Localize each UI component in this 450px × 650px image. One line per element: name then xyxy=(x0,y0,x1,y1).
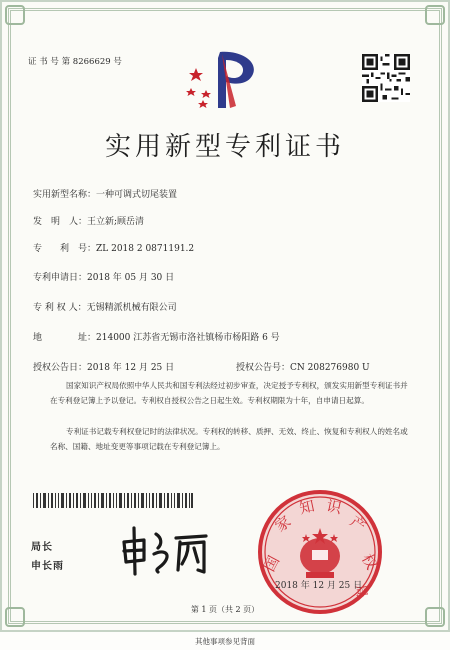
field-label: 实用新型名称： xyxy=(33,190,97,200)
field-inventors xyxy=(33,214,144,227)
field-label: 专 利 号： xyxy=(33,244,97,254)
field-label: 授权公告日： xyxy=(33,363,88,373)
field-utility-model-name xyxy=(33,187,177,200)
field-label: 专 利 权 人： xyxy=(33,303,87,313)
field-value: 一种可调式切尾装置 xyxy=(96,190,178,200)
field-application-date xyxy=(33,270,174,283)
director-name: 申长雨 xyxy=(31,561,64,572)
field-value: 2018 年 05 月 30 日 xyxy=(87,273,175,283)
field-patentee xyxy=(33,300,177,313)
certificate-title: 实用新型专利证书 xyxy=(104,132,345,162)
svg-text:局: 局 xyxy=(351,583,369,600)
field-grant-date xyxy=(33,360,174,373)
svg-text:权: 权 xyxy=(357,550,381,573)
corner-ornament xyxy=(425,5,445,25)
field-value: CN 208276980 U xyxy=(290,363,370,373)
barcode-icon xyxy=(33,493,193,508)
signature-icon xyxy=(118,520,212,580)
svg-text:家: 家 xyxy=(271,512,295,536)
body-paragraph-1: 国家知识产权局依照中华人民共和国专利法经过初步审查，决定授予专利权，颁发实用新型专利证书并在专利登记簿上予以登记。专利权自授权公告之日起生效。专利权期限为十年，自申请日起算。 xyxy=(50,381,408,405)
field-value: 王立新;顾岳清 xyxy=(87,217,145,227)
svg-text:产: 产 xyxy=(346,512,370,536)
field-label: 授权公告号： xyxy=(236,363,291,373)
field-value: 2018 年 12 月 25 日 xyxy=(87,363,175,373)
field-value: 无锡精派机械有限公司 xyxy=(86,303,177,313)
body-paragraph-2: 专利证书记载专利权登记时的法律状况。专利权的转移、质押、无效、终止、恢复和专利权人的姓名或名称、国籍、地址变更等事项记载在专利登记簿上。 xyxy=(50,427,408,451)
field-label: 专利申请日： xyxy=(33,273,88,283)
corner-ornament xyxy=(5,5,25,25)
field-value: 214000 江苏省无锡市洛社镇杨市杨阳路 6 号 xyxy=(96,333,280,343)
cnipa-logo-icon xyxy=(186,48,266,110)
seal-date: 2018 年 12 月 25 日 xyxy=(275,581,363,591)
svg-text:识: 识 xyxy=(324,496,344,518)
field-grant-number xyxy=(236,360,370,373)
field-value: ZL 2018 2 0871191.2 xyxy=(96,244,195,254)
field-address xyxy=(33,330,280,343)
qr-code-icon xyxy=(362,54,410,102)
director-title: 局长 xyxy=(31,542,53,553)
certificate-number: 证 书 号 第 8266629 号 xyxy=(28,57,122,67)
svg-text:知: 知 xyxy=(297,496,317,518)
footer-note: 其他事项参见背面 xyxy=(195,637,255,646)
field-label: 地 址： xyxy=(33,333,97,343)
official-seal-icon xyxy=(256,488,384,616)
field-label: 发 明 人： xyxy=(33,217,88,227)
svg-text:国: 国 xyxy=(260,552,284,575)
page-number: 第 1 页（共 2 页） xyxy=(190,605,260,614)
field-patent-number xyxy=(33,241,194,254)
